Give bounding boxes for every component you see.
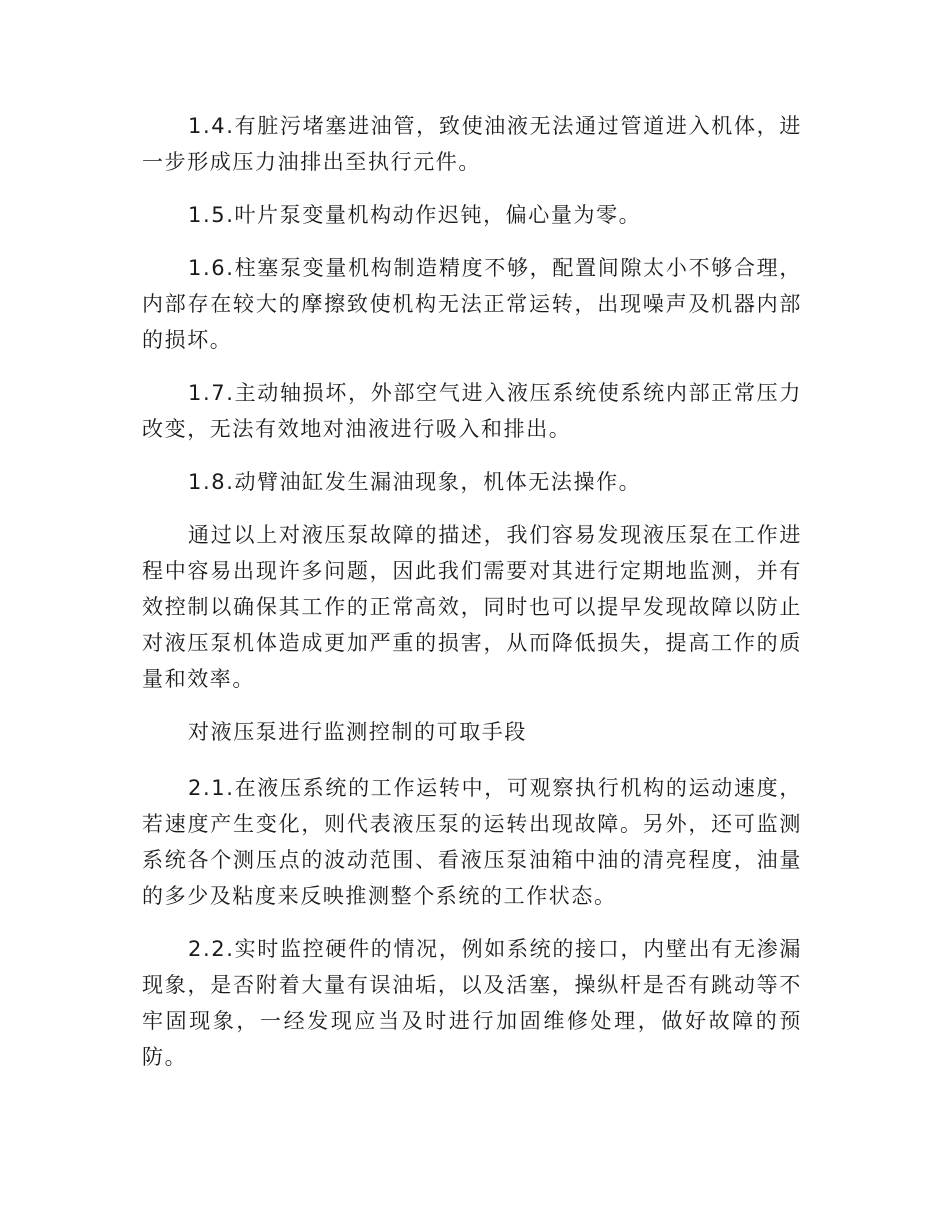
paragraph-1-4: 1.4.有脏污堵塞进油管，致使油液无法通过管道进入机体，进一步形成压力油排出至执行元件。 [142, 114, 802, 174]
document-body [142, 108, 802, 1092]
paragraph-1-8: 1.8.动臂油缸发生漏油现象，机体无法操作。 [188, 470, 642, 494]
section-heading: 对液压泵进行监测控制的可取手段 [188, 720, 527, 744]
paragraph-summary: 通过以上对液压泵故障的描述，我们容易发现液压泵在工作进程中容易出现许多问题，因此我们需要对其进行定期地监测，并有效控制以确保其工作的正常高效，同时也可以提早发现故障以防止对液压泵机体造成更加严重的损害，从而降低损失，提高工作的质量和效率。 [142, 523, 802, 691]
paragraph-2-2: 2.2.实时监控硬件的情况，例如系统的接口，内壁出有无渗漏现象，是否附着大量有误油垢，以及活塞，操纵杆是否有跳动等不牢固现象，一经发现应当及时进行加固维修处理，做好故障的预防。 [142, 937, 802, 1069]
paragraph-2-1: 2.1.在液压系统的工作运转中，可观察执行机构的运动速度，若速度产生变化，则代表液压泵的运转出现故障。另外，还可监测系统各个测压点的波动范围、看液压泵油箱中油的清亮程度，油量的多少及粘度来反映推测整个系统的工作状态。 [142, 776, 802, 908]
paragraph-1-5: 1.5.叶片泵变量机构动作迟钝，偏心量为零。 [188, 203, 642, 227]
paragraph-1-6: 1.6.柱塞泵变量机构制造精度不够，配置间隙太小不够合理，内部存在较大的摩擦致使机构无法正常运转，出现噪声及机器内部的损坏。 [142, 256, 802, 352]
paragraph-1-7: 1.7.主动轴损坏，外部空气进入液压系统使系统内部正常压力改变，无法有效地对油液进行吸入和排出。 [142, 381, 802, 441]
